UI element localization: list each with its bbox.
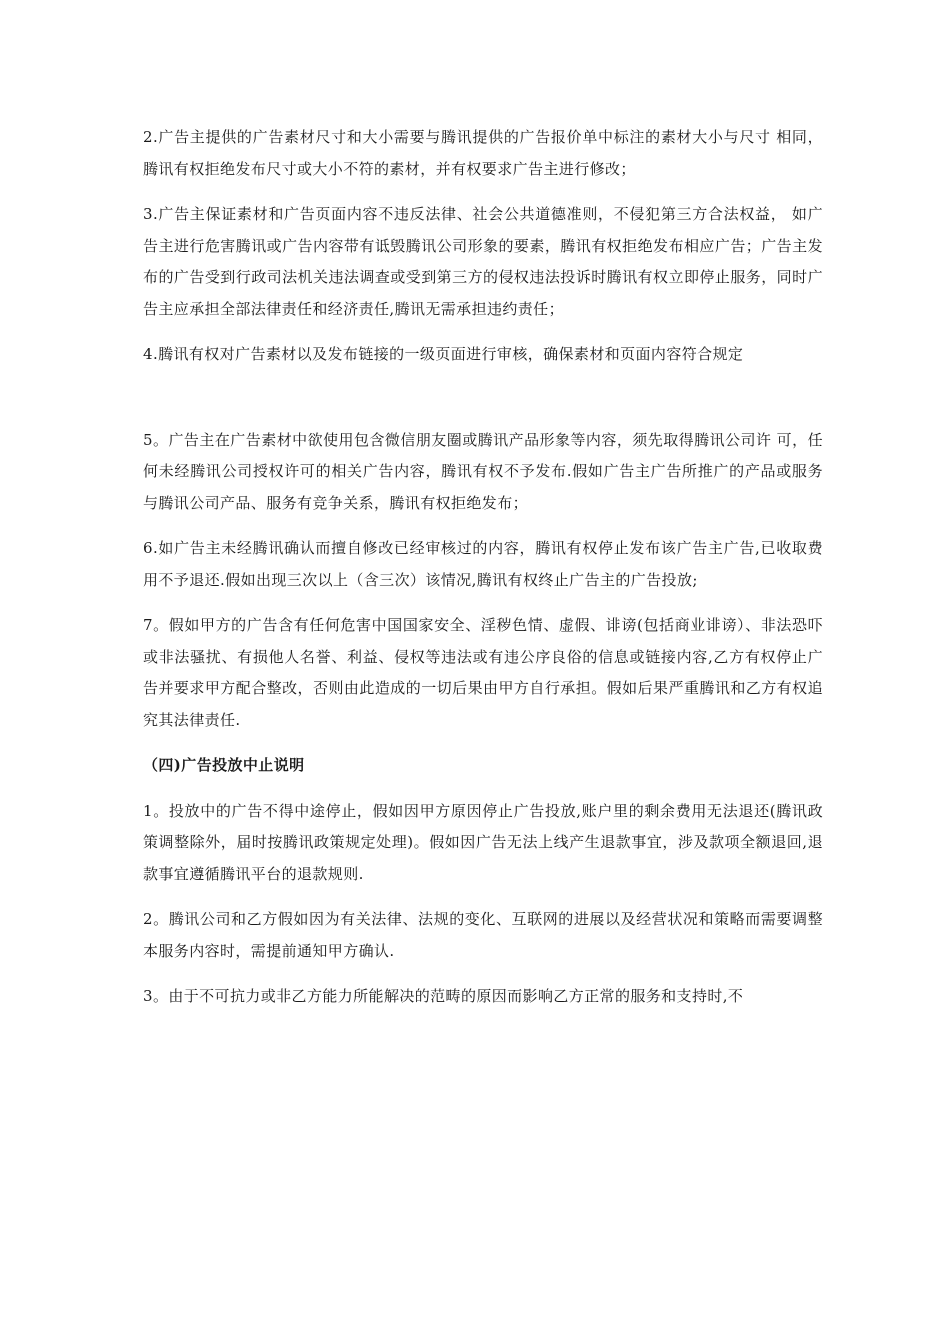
section-paragraph-2: 2。腾讯公司和乙方假如因为有关法律、法规的变化、互联网的进展以及经营状况和策略而需要调整本服务内容时，需提前通知甲方确认. — [143, 910, 823, 960]
document-body — [143, 122, 823, 1027]
paragraph-5: 5。广告主在广告素材中欲使用包含微信朋友圈或腾讯产品形象等内容，须先取得腾讯公司许 可，任何未经腾讯公司授权许可的相关广告内容，腾讯有权不予发布.假如广告主广告所推广的产品或服务与腾讯公司产品、服务有竞争关系，腾讯有权拒绝发布； — [143, 430, 823, 512]
paragraph-7: 7。假如甲方的广告含有任何危害中国国家安全、淫秽色情、虚假、诽谤(包括商业诽谤）、非法恐吓或非法骚扰、有损他人名誉、利益、侵权等违法或有违公序良俗的信息或链接内容,乙方有权停止广告并要求甲方配合整改，否则由此造成的一切后果由甲方自行承担。假如后果严重腾讯和乙方有权追究其法律责任. — [143, 616, 823, 729]
section-heading: （四)广告投放中止说明 — [143, 756, 305, 774]
paragraph-3: 3.广告主保证素材和广告页面内容不违反法律、社会公共道德准则，不侵犯第三方合法权益， 如广告主进行危害腾讯或广告内容带有诋毁腾讯公司形象的要素，腾讯有权拒绝发布相应广告；广告主发布的广告受到行政司法机关违法调查或受到第三方的侵权违法投诉时腾讯有权立即停止服务，同时广告主应承担全部法律责任和经济责任,腾讯无需承担违约责任； — [143, 205, 823, 318]
paragraph-2: 2.广告主提供的广告素材尺寸和大小需要与腾讯提供的广告报价单中标注的素材大小与尺寸 相同，腾讯有权拒绝发布尺寸或大小不符的素材，并有权要求广告主进行修改； — [143, 128, 823, 178]
paragraph-6: 6.如广告主未经腾讯确认而擅自修改已经审核过的内容，腾讯有权停止发布该广告主广告,已收取费用不予退还.假如出现三次以上（含三次）该情况,腾讯有权终止广告主的广告投放; — [143, 539, 823, 589]
section-paragraph-1: 1。投放中的广告不得中途停止，假如因甲方原因停止广告投放,账户里的剩余费用无法退还(腾讯政策调整除外，届时按腾讯政策规定处理)。假如因广告无法上线产生退款事宜，涉及款项全额退回,退款事宜遵循腾讯平台的退款规则. — [143, 801, 823, 883]
section-paragraph-3: 3。由于不可抗力或非乙方能力所能解决的范畴的原因而影响乙方正常的服务和支持时,不 — [143, 987, 744, 1005]
paragraph-4: 4.腾讯有权对广告素材以及发布链接的一级页面进行审核，确保素材和页面内容符合规定 — [143, 345, 744, 363]
